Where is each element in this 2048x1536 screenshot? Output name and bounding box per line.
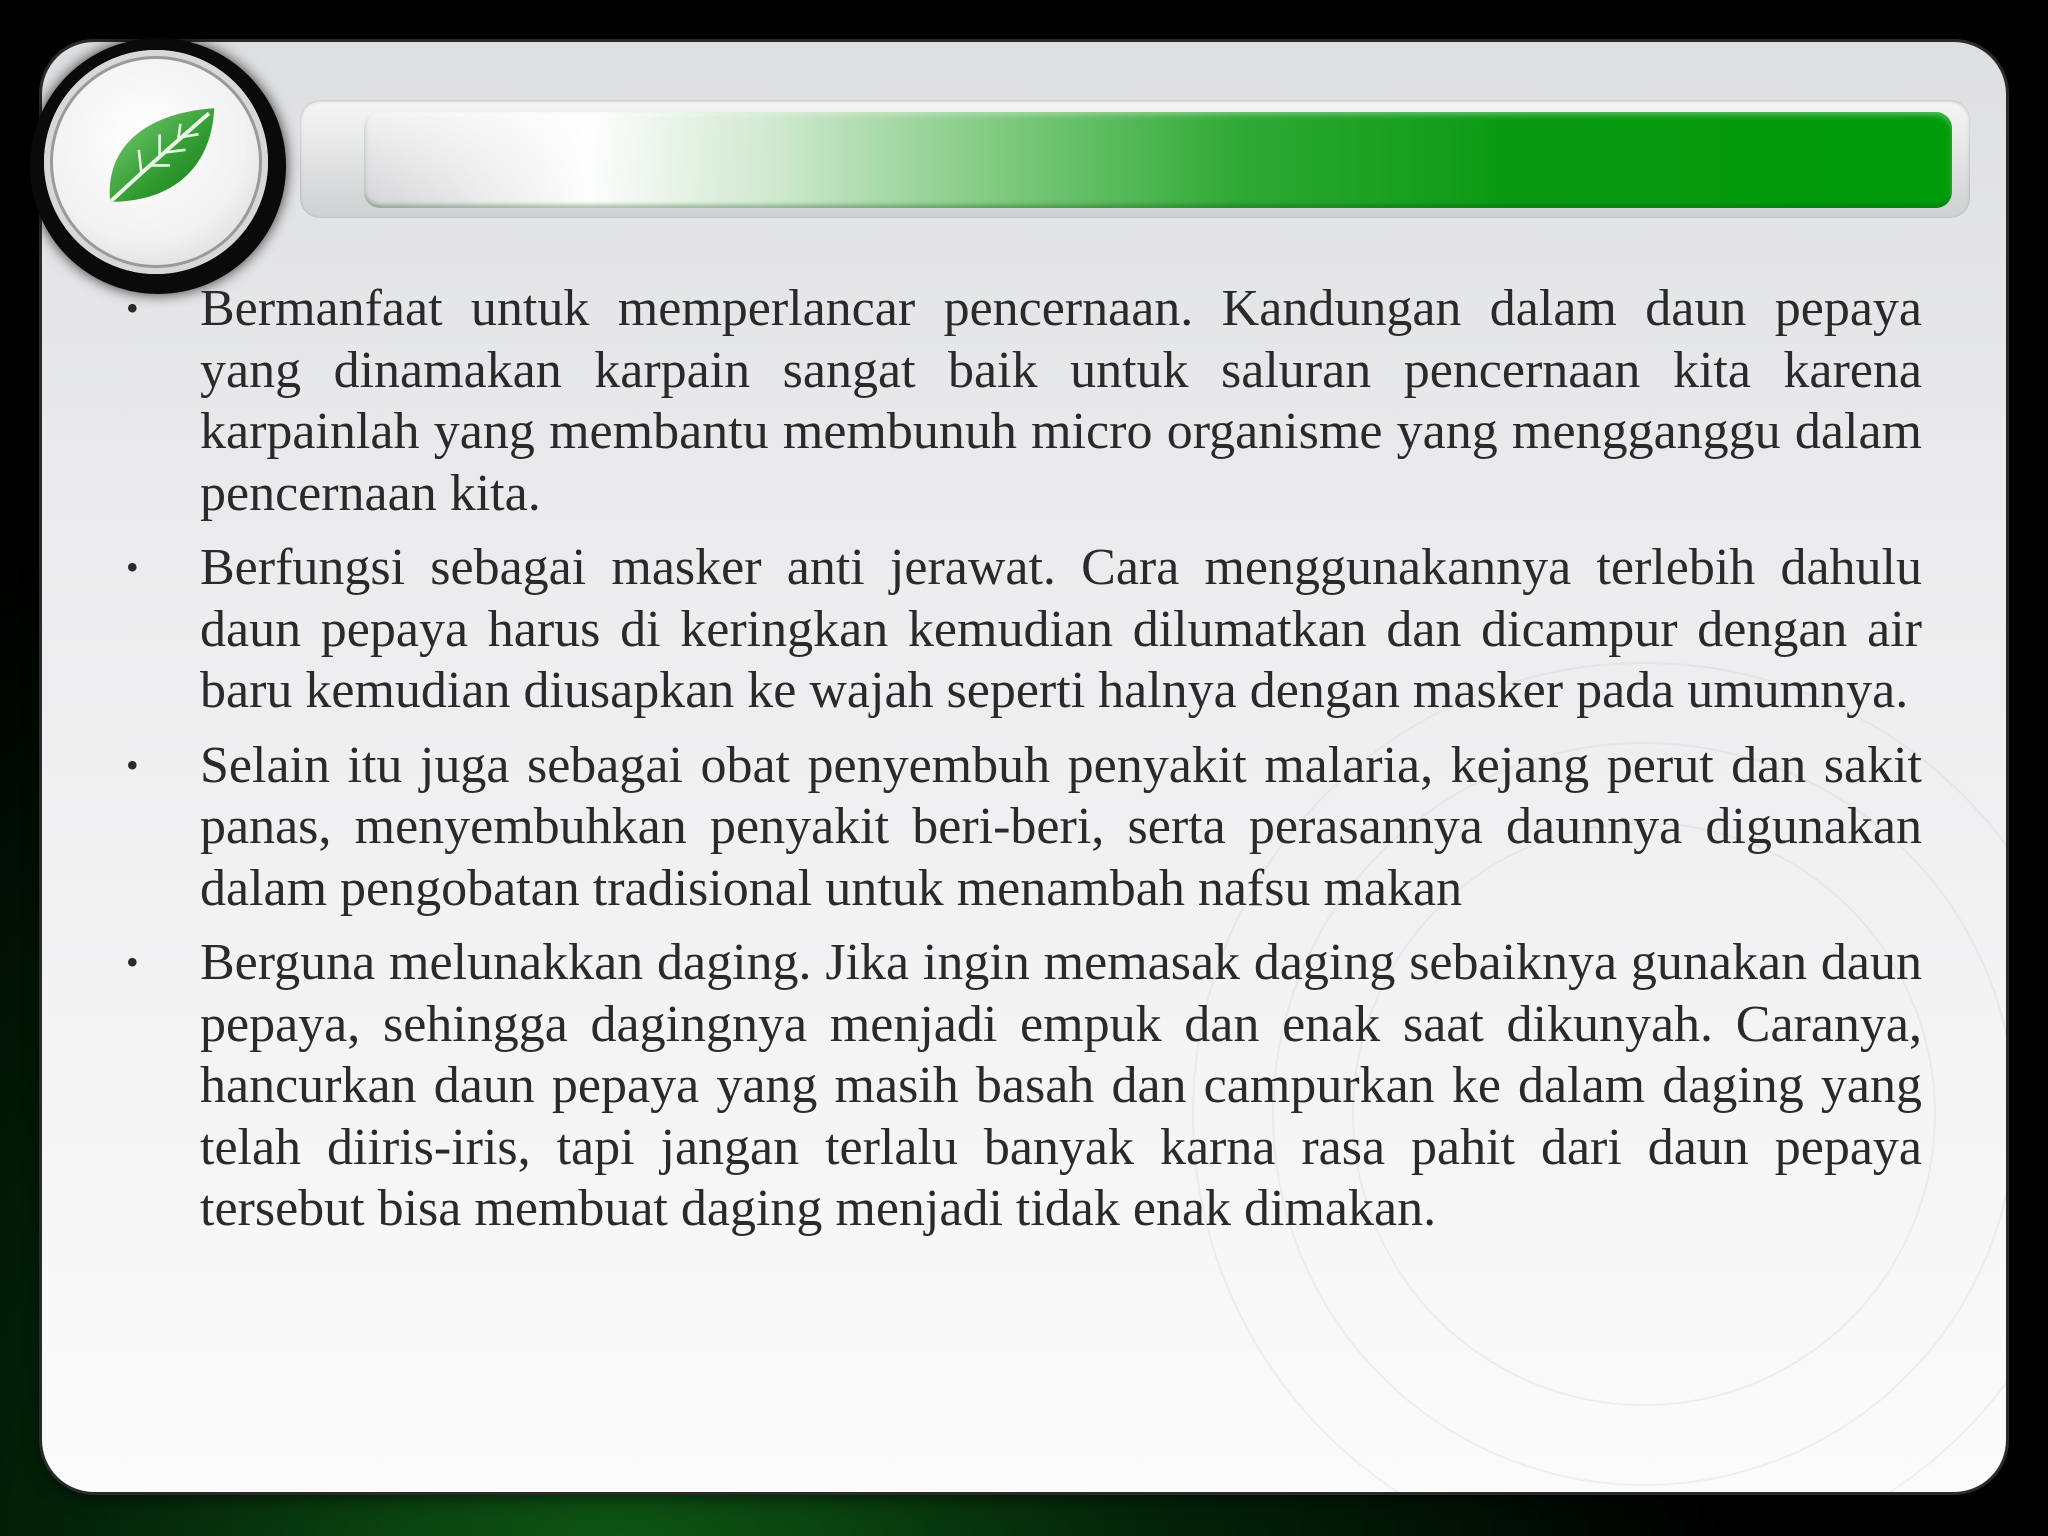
- leaf-icon: [92, 90, 222, 220]
- bullet-list: [112, 278, 1922, 1253]
- bullet-text: Berguna melunakkan daging. Jika ingin memasak daging sebaiknya gunakan daun pepaya, sehingga dagingnya menjadi empuk dan enak saat dikunyah. Caranya, hancurkan daun pepaya yang masih basah dan campurkan ke dalam daging yang telah diiris-iris, tapi jangan terlalu banyak karna rasa pahit dari daun pepaya tersebut bisa membuat daging menjadi tidak enak dimakan.: [200, 934, 1922, 1237]
- title-bar: [364, 112, 1952, 208]
- bullet-text: Berfungsi sebagai masker anti jerawat. Cara menggunakannya terlebih dahulu daun pepaya harus di keringkan kemudian dilumatkan dan dicampur dengan air baru kemudian diusapkan ke wajah seperti halnya dengan masker pada umumnya.: [200, 539, 1922, 719]
- bullet-marker: •: [126, 744, 139, 785]
- logo-badge: [30, 38, 286, 294]
- bullet-text: Selain itu juga sebagai obat penyembuh penyakit malaria, kejang perut dan sakit panas, menyembuhkan penyakit beri-beri, serta perasannya daunnya digunakan dalam pengobatan tradisional untuk menambah nafsu makan: [200, 736, 1922, 917]
- bullet-item: [112, 278, 1922, 524]
- bullet-item: [112, 735, 1922, 920]
- bullet-item: [112, 932, 1922, 1240]
- bullet-marker: •: [126, 288, 139, 328]
- bullet-item: [112, 537, 1922, 722]
- logo-disc: [44, 50, 268, 274]
- bullet-marker: •: [126, 942, 139, 982]
- bullet-text: Bermanfaat untuk memperlancar pencernaan. Kandungan dalam daun pepaya yang dinamakan karpain sangat baik untuk saluran pencernaan kita karena karpainlah yang membantu membunuh micro organisme yang mengganggu dalam pencernaan kita.: [200, 280, 1922, 522]
- bullet-marker: •: [126, 547, 139, 587]
